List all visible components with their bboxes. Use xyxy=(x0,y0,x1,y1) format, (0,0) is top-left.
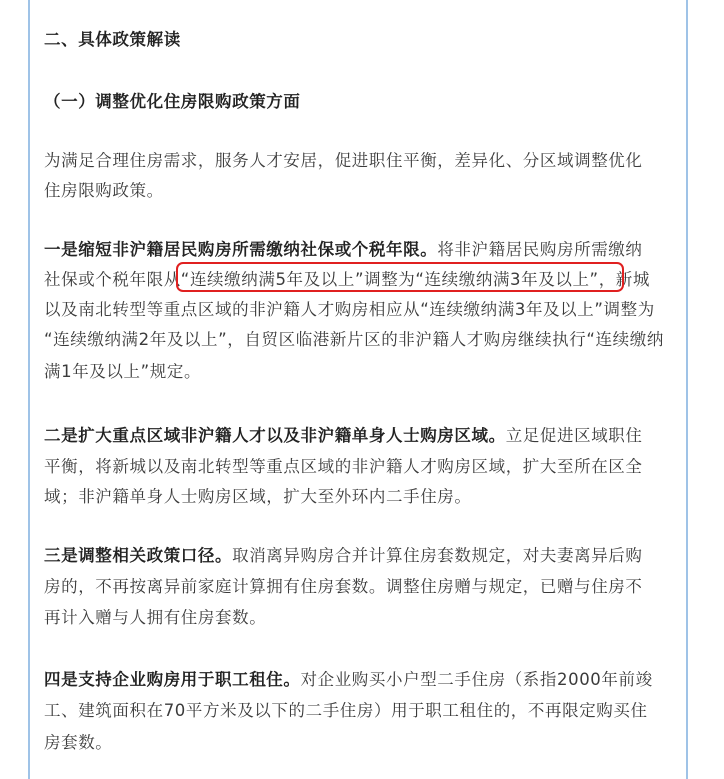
point4-line-2: 工、建筑面积在70平方米及以下的二手住房）用于职工租住的，不再限定购买住 xyxy=(44,701,648,720)
point1-line-1 xyxy=(44,240,643,260)
point1-line-1-text: 将非沪籍居民购房所需缴纳 xyxy=(437,240,643,259)
intro-line-2: 住房限购政策。 xyxy=(44,181,164,200)
article-frame xyxy=(28,0,688,779)
point1-title: 一是缩短非沪籍居民购房所需缴纳社保或个税年限。 xyxy=(44,240,438,259)
point4-line-1 xyxy=(44,670,653,690)
point1-line-5: 满1年及以上”规定。 xyxy=(44,362,202,381)
point3-title: 三是调整相关政策口径。 xyxy=(44,546,233,565)
point2-line-3: 域；非沪籍单身人士购房区域，扩大至外环内二手住房。 xyxy=(44,487,472,506)
point1-line-4: “连续缴纳满2年及以上”，自贸区临港新片区的非沪籍人才购房继续执行“连续缴纳 xyxy=(44,330,664,349)
point2-line-2: 平衡，将新城以及南北转型等重点区域的非沪籍人才购房区域，扩大至所在区全 xyxy=(44,457,643,476)
point3-line-1 xyxy=(44,546,643,566)
intro-line-1: 为满足合理住房需求，服务人才安居，促进职住平衡，差异化、分区域调整优化 xyxy=(44,151,643,170)
point2-line-1 xyxy=(44,426,643,446)
point2-title: 二是扩大重点区域非沪籍人才以及非沪籍单身人士购房区域。 xyxy=(44,426,506,445)
point1-line-2: 社保或个税年限从“连续缴纳满5年及以上”调整为“连续缴纳满3年及以上”，新城 xyxy=(44,270,650,289)
point3-line-3: 再计入赠与人拥有住房套数。 xyxy=(44,608,267,627)
subsection-heading: （一）调整优化住房限购政策方面 xyxy=(44,92,301,111)
point1-line-3: 以及南北转型等重点区域的非沪籍人才购房相应从“连续缴纳满3年及以上”调整为 xyxy=(44,300,655,319)
point4-line-3: 房套数。 xyxy=(44,733,113,752)
point4-title: 四是支持企业购房用于职工租住。 xyxy=(44,670,301,689)
point3-line-2: 房的，不再按离异前家庭计算拥有住房套数。调整住房赠与规定，已赠与住房不 xyxy=(44,577,643,596)
section-heading: 二、具体政策解读 xyxy=(44,30,181,49)
point4-line-1-text: 对企业购买小户型二手住房（系指2000年前竣 xyxy=(300,670,653,689)
red-highlight-annotation xyxy=(176,262,624,292)
point2-line-1-text: 立足促进区域职住 xyxy=(505,426,643,445)
point3-line-1-text: 取消离异购房合并计算住房套数规定，对夫妻离异后购 xyxy=(232,546,643,565)
